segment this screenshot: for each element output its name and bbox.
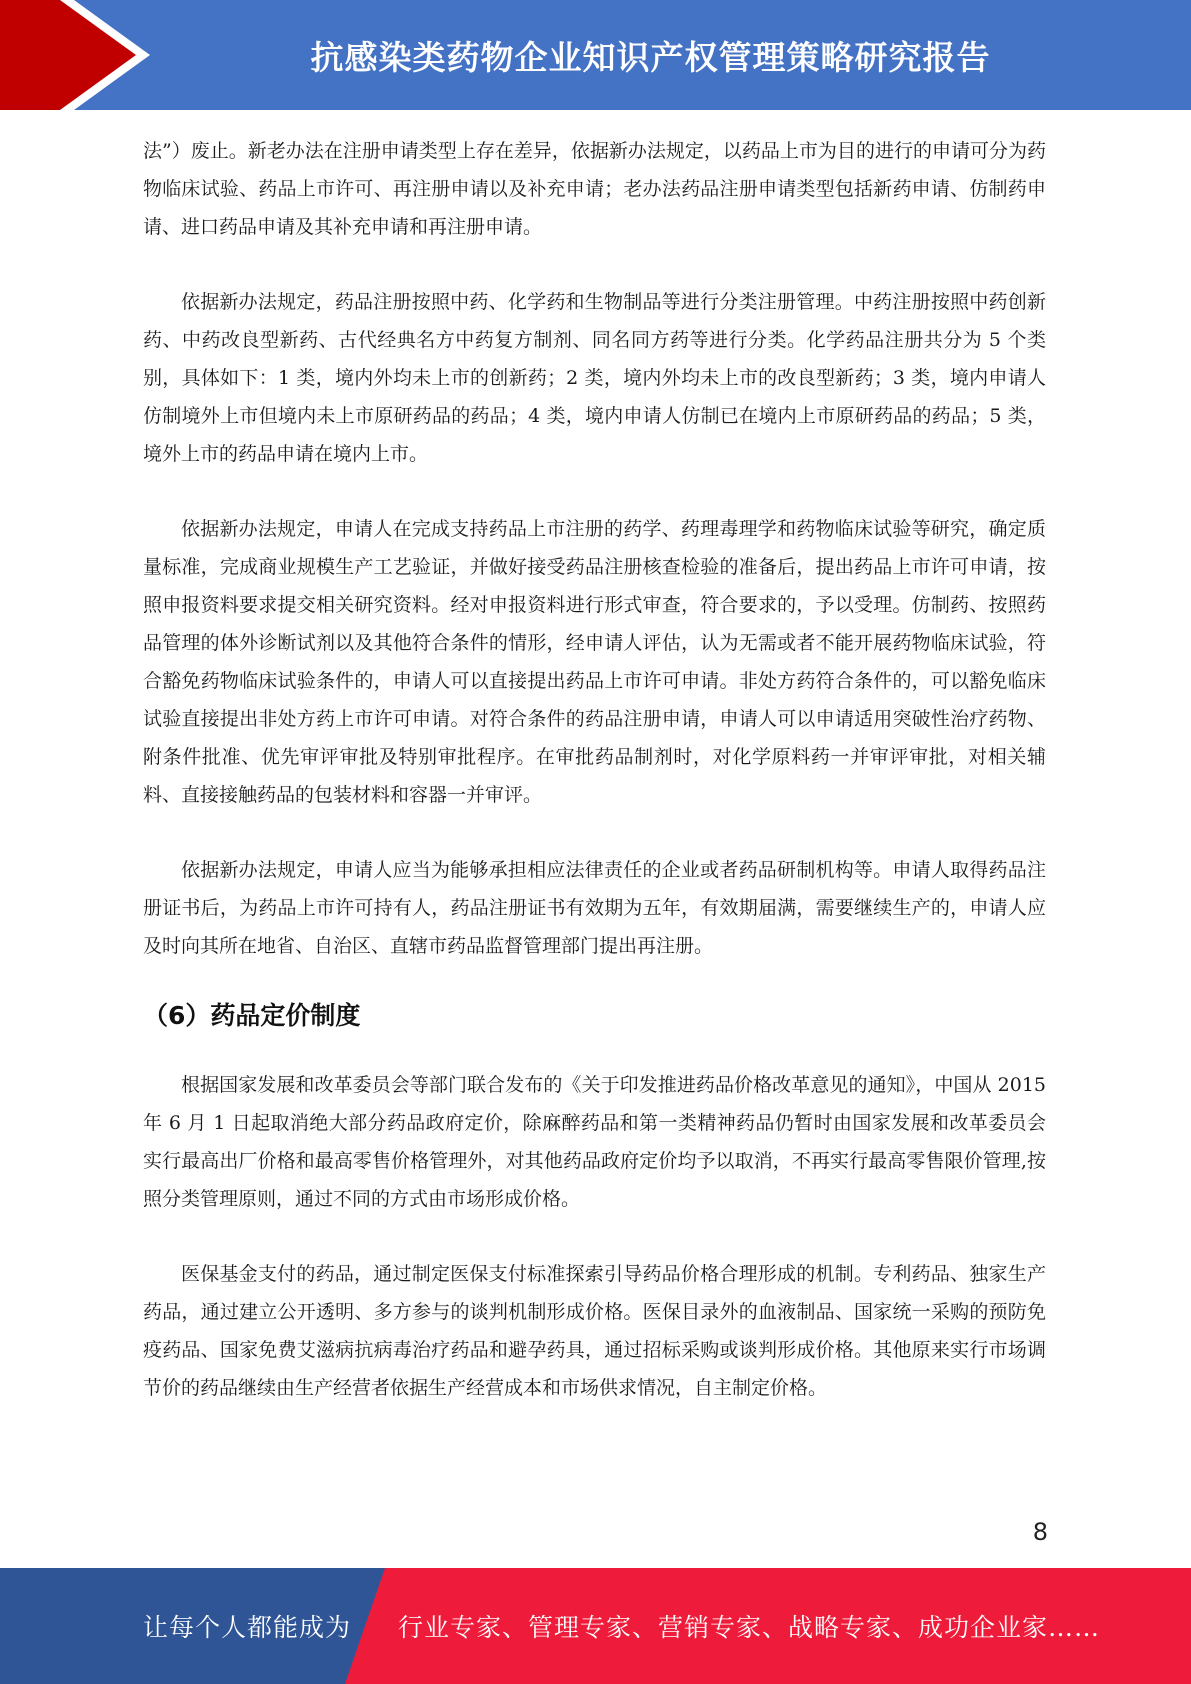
paragraph: 根据国家发展和改革委员会等部门联合发布的《关于印发推进药品价格改革意见的通知》，中国从 2015 年 6 月 1 日起取消绝大部分药品政府定价，除麻醉药品和第一类精神药品仍暂时由国家发展和改革委员会实行最高出厂价格和最高零售价格管理外，对其他药品政府定价均予以取消，不再实行最高零售限价管理,按照分类管理原则，通过不同的方式由市场形成价格。 (143, 1074, 1046, 1210)
section-heading: （6）药品定价制度 (143, 1001, 361, 1030)
header-chevron-decoration (0, 0, 160, 110)
page-content (143, 132, 1046, 1444)
paragraph: 医保基金支付的药品，通过制定医保支付标准探索引导药品价格合理形成的机制。专利药品、独家生产药品，通过建立公开透明、多方参与的谈判机制形成价格。医保目录外的血液制品、国家统一采购的预防免疫药品、国家免费艾滋病抗病毒治疗药品和避孕药具，通过招标采购或谈判形成价格。其他原来实行市场调节价的药品继续由生产经营者依据生产经营成本和市场供求情况，自主制定价格。 (143, 1263, 1046, 1399)
paragraph: 依据新办法规定，申请人应当为能够承担相应法律责任的企业或者药品研制机构等。申请人取得药品注册证书后，为药品上市许可持有人，药品注册证书有效期为五年，有效期届满，需要继续生产的，申请人应及时向其所在地省、自治区、直辖市药品监督管理部门提出再注册。 (143, 859, 1046, 957)
paragraph: 依据新办法规定，药品注册按照中药、化学药和生物制品等进行分类注册管理。中药注册按照中药创新药、中药改良型新药、古代经典名方中药复方制剂、同名同方药等进行分类。化学药品注册共分为 5 个类别，具体如下：1 类，境内外均未上市的创新药；2 类，境内外均未上市的改良型新药；3 类，境内申请人仿制境外上市但境内未上市原研药品的药品；4 类，境内申请人仿制已在境内上市原研药品的药品；5 类，境外上市的药品申请在境内上市。 (143, 291, 1046, 465)
paragraph: 法”）废止。新老办法在注册申请类型上存在差异，依据新办法规定，以药品上市为目的进行的申请可分为药物临床试验、药品上市许可、再注册申请以及补充申请；老办法药品注册申请类型包括新药申请、仿制药申请、进口药品申请及其补充申请和再注册申请。 (143, 140, 1046, 238)
header-banner (0, 0, 1191, 110)
report-title: 抗感染类药物企业知识产权管理策略研究报告 (310, 37, 991, 77)
footer-banner (0, 1568, 1191, 1684)
footer-slogan-right: 行业专家、管理专家、营销专家、战略专家、成功企业家…… (398, 1613, 1101, 1642)
paragraph: 依据新办法规定，申请人在完成支持药品上市注册的药学、药理毒理学和药物临床试验等研究，确定质量标准，完成商业规模生产工艺验证，并做好接受药品注册核查检验的准备后，提出药品上市许可申请，按照申报资料要求提交相关研究资料。经对申报资料进行形式审查，符合要求的，予以受理。仿制药、按照药品管理的体外诊断试剂以及其他符合条件的情形，经申请人评估，认为无需或者不能开展药物临床试验，符合豁免药物临床试验条件的，申请人可以直接提出药品上市许可申请。非处方药符合条件的，可以豁免临床试验直接提出非处方药上市许可申请。对符合条件的药品注册申请，申请人可以申请适用突破性治疗药物、附条件批准、优先审评审批及特别审批程序。在审批药品制剂时，对化学原料药一并审评审批，对相关辅料、直接接触药品的包装材料和容器一并审评。 (143, 518, 1046, 806)
footer-slogan-left: 让每个人都能成为 (143, 1613, 352, 1642)
page-number: 8 (1032, 1518, 1048, 1546)
